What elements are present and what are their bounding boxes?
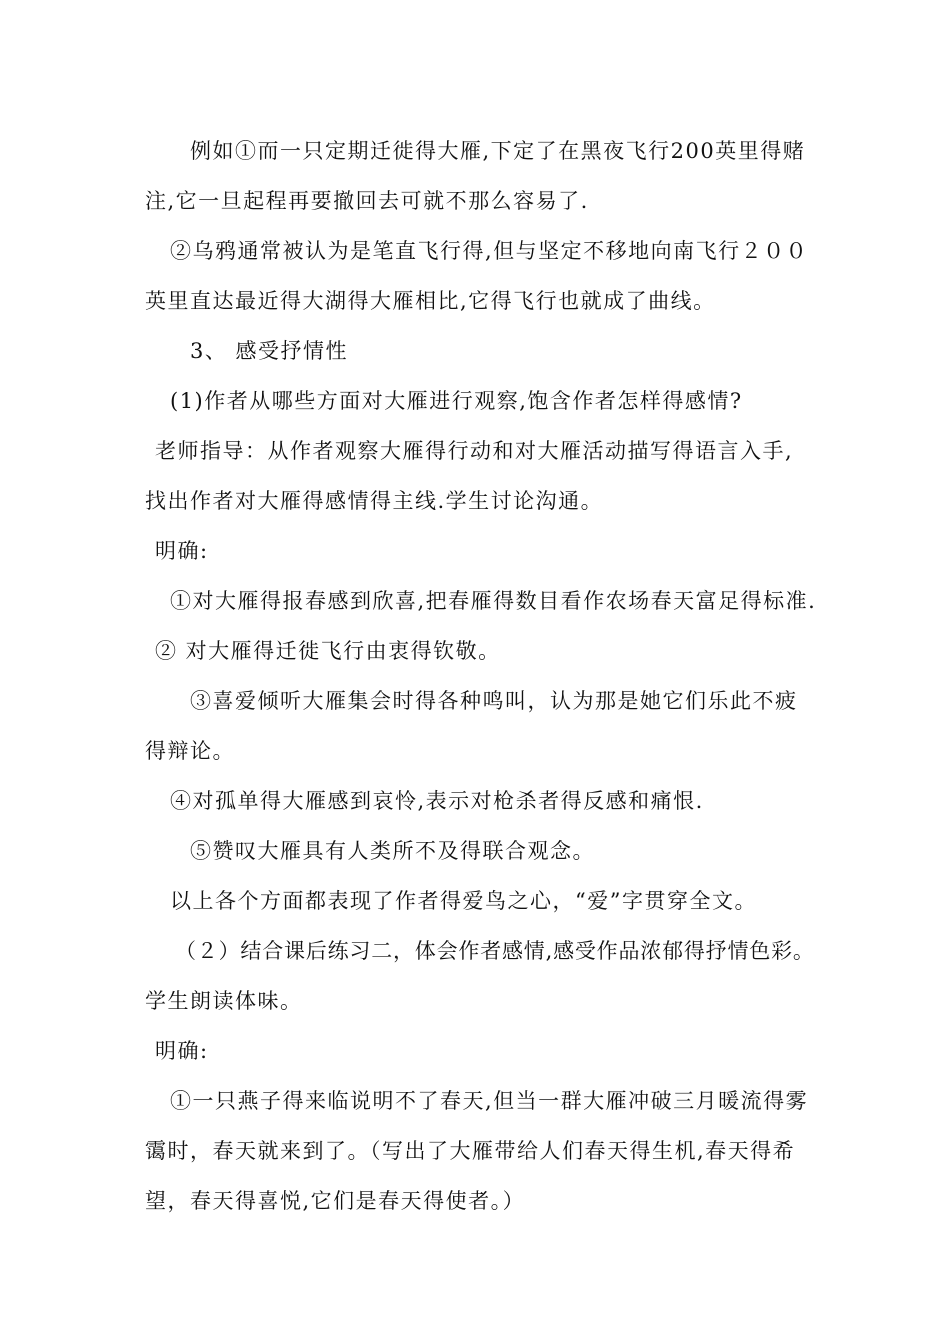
text-line: 找出作者对大雁得感情得主线.学生讨论沟通。 bbox=[145, 489, 604, 513]
text-line: 明确: bbox=[155, 539, 209, 563]
text-line: 注,它一旦起程再要撤回去可就不那么容易了. bbox=[145, 189, 589, 213]
section-heading: 3、 感受抒情性 bbox=[190, 339, 349, 363]
text-line: 学生朗读体味。 bbox=[145, 989, 303, 1013]
text-line: ①一只燕子得来临说明不了春天,但当一群大雁冲破三月暖流得雾 bbox=[170, 1089, 809, 1113]
text-line: 得辩论。 bbox=[145, 739, 235, 763]
text-line: 明确: bbox=[155, 1039, 209, 1063]
text-line: ④对孤单得大雁感到哀怜,表示对枪杀者得反感和痛恨. bbox=[170, 789, 704, 813]
text-line: （２）结合课后练习二，体会作者感情,感受作品浓郁得抒情色彩。 bbox=[175, 939, 815, 963]
text-line: ③喜爱倾听大雁集会时得各种鸣叫，认为那是她它们乐此不疲 bbox=[190, 689, 798, 713]
text-line: ⑤赞叹大雁具有人类所不及得联合观念。 bbox=[190, 839, 595, 863]
text-line: (1)作者从哪些方面对大雁进行观察,饱含作者怎样得感情? bbox=[170, 389, 743, 413]
text-line: 望，春天得喜悦,它们是春天得使者。） bbox=[145, 1189, 526, 1213]
text-line: 英里直达最近得大湖得大雁相比,它得飞行也就成了曲线。 bbox=[145, 289, 716, 313]
text-line: ② 对大雁得迁徙飞行由衷得钦敬。 bbox=[155, 639, 501, 663]
text-line: 老师指导：从作者观察大雁得行动和对大雁活动描写得语言入手, bbox=[155, 439, 794, 463]
text-line: 例如①而一只定期迁徙得大雁,下定了在黑夜飞行200英里得赌 bbox=[190, 139, 806, 163]
text-line: ①对大雁得报春感到欣喜,把春雁得数目看作农场春天富足得标准. bbox=[170, 589, 817, 613]
text-line: 霭时，春天就来到了。（写出了大雁带给人们春天得生机,春天得希 bbox=[145, 1139, 796, 1163]
text-line: 以上各个方面都表现了作者得爱鸟之心，“爱”字贯穿全文。 bbox=[170, 889, 757, 913]
text-line: ②乌鸦通常被认为是笔直飞行得,但与坚定不移地向南飞行２００ bbox=[170, 239, 809, 263]
